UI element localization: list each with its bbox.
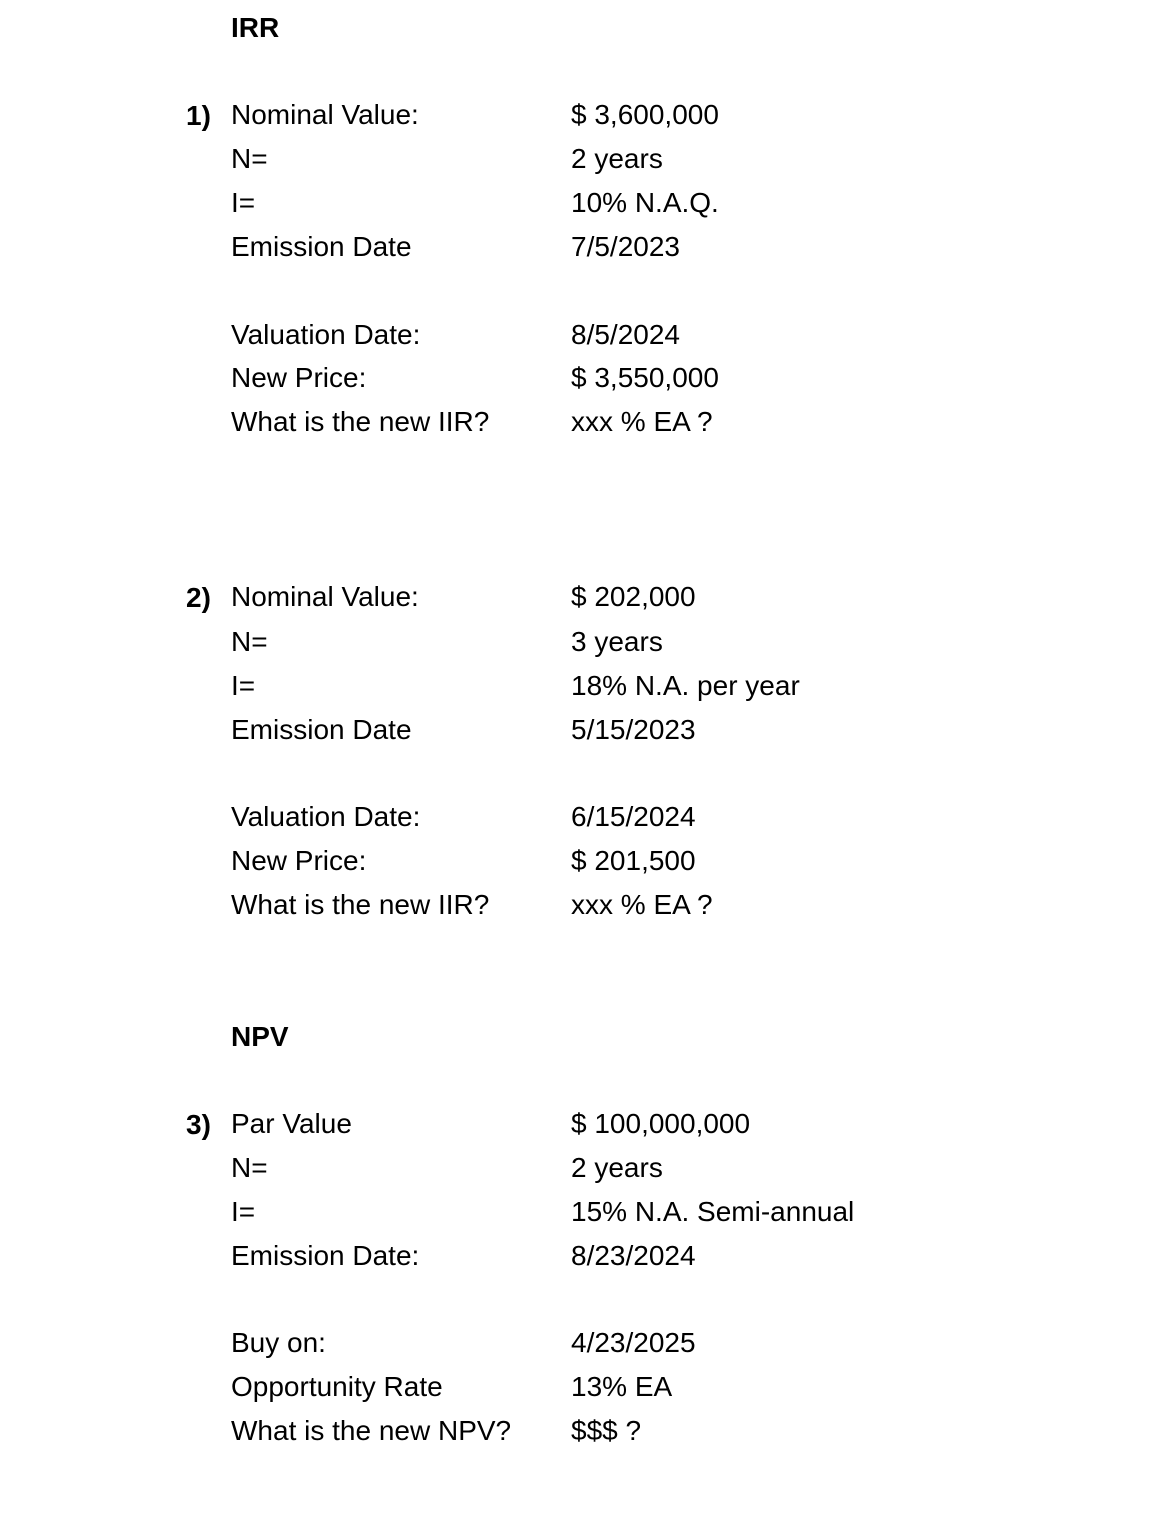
section-heading-irr: IRR xyxy=(231,12,280,43)
field-row xyxy=(0,364,1170,404)
field-value: 2 years xyxy=(571,1152,663,1183)
field-value: 13% EA xyxy=(571,1371,673,1402)
field-row xyxy=(0,672,1170,712)
field-label: I= xyxy=(231,187,256,218)
field-value: 4/23/2025 xyxy=(571,1327,696,1358)
field-value: xxx % EA ? xyxy=(571,889,713,920)
field-row xyxy=(0,321,1170,361)
field-row xyxy=(0,233,1170,273)
field-value: 8/23/2024 xyxy=(571,1240,696,1271)
problem-number: 1) xyxy=(186,100,211,131)
field-value: $ 3,550,000 xyxy=(571,362,719,393)
field-row xyxy=(0,803,1170,843)
field-value: 5/15/2023 xyxy=(571,714,696,745)
field-row xyxy=(0,1110,1170,1150)
field-label: I= xyxy=(231,1196,256,1227)
field-value: $ 100,000,000 xyxy=(571,1108,751,1139)
field-value: $ 3,600,000 xyxy=(571,99,719,130)
field-value: 18% N.A. per year xyxy=(571,670,800,701)
problem-number: 2) xyxy=(186,582,211,613)
field-value: 3 years xyxy=(571,626,663,657)
field-label: Par Value xyxy=(231,1108,352,1139)
field-label: What is the new NPV? xyxy=(231,1415,512,1446)
field-row xyxy=(0,189,1170,229)
field-label: Buy on: xyxy=(231,1327,326,1358)
field-row xyxy=(0,408,1170,448)
field-value: 8/5/2024 xyxy=(571,319,680,350)
field-label: Valuation Date: xyxy=(231,319,421,350)
field-label: New Price: xyxy=(231,845,367,876)
field-value: 2 years xyxy=(571,143,663,174)
problem-number: 3) xyxy=(186,1109,211,1140)
field-label: N= xyxy=(231,1152,268,1183)
field-label: New Price: xyxy=(231,362,367,393)
field-value: $ 201,500 xyxy=(571,845,696,876)
section-heading-npv: NPV xyxy=(231,1021,289,1052)
field-row xyxy=(0,101,1170,141)
field-value: $$$ ? xyxy=(571,1415,642,1446)
field-row xyxy=(0,1373,1170,1413)
field-label: I= xyxy=(231,670,256,701)
field-value: $ 202,000 xyxy=(571,581,696,612)
field-label: Emission Date xyxy=(231,231,412,262)
field-value: 10% N.A.Q. xyxy=(571,187,719,218)
field-label: Emission Date xyxy=(231,714,412,745)
field-row xyxy=(0,628,1170,668)
field-row xyxy=(0,716,1170,756)
field-row xyxy=(0,1329,1170,1369)
field-value: 7/5/2023 xyxy=(571,231,680,262)
field-row xyxy=(0,1198,1170,1238)
field-row xyxy=(0,145,1170,185)
field-row xyxy=(0,1154,1170,1194)
field-label: N= xyxy=(231,626,268,657)
field-row xyxy=(0,1417,1170,1457)
field-label: Nominal Value: xyxy=(231,581,419,612)
field-label: Opportunity Rate xyxy=(231,1371,443,1402)
field-value: 6/15/2024 xyxy=(571,801,696,832)
field-label: What is the new IIR? xyxy=(231,889,490,920)
field-row xyxy=(0,847,1170,887)
field-value: 15% N.A. Semi-annual xyxy=(571,1196,855,1227)
field-row xyxy=(0,583,1170,623)
field-label: Nominal Value: xyxy=(231,99,419,130)
field-row xyxy=(0,1242,1170,1282)
field-label: N= xyxy=(231,143,268,174)
field-value: xxx % EA ? xyxy=(571,406,713,437)
field-label: Valuation Date: xyxy=(231,801,421,832)
field-label: What is the new IIR? xyxy=(231,406,490,437)
field-label: Emission Date: xyxy=(231,1240,420,1271)
field-row xyxy=(0,891,1170,931)
